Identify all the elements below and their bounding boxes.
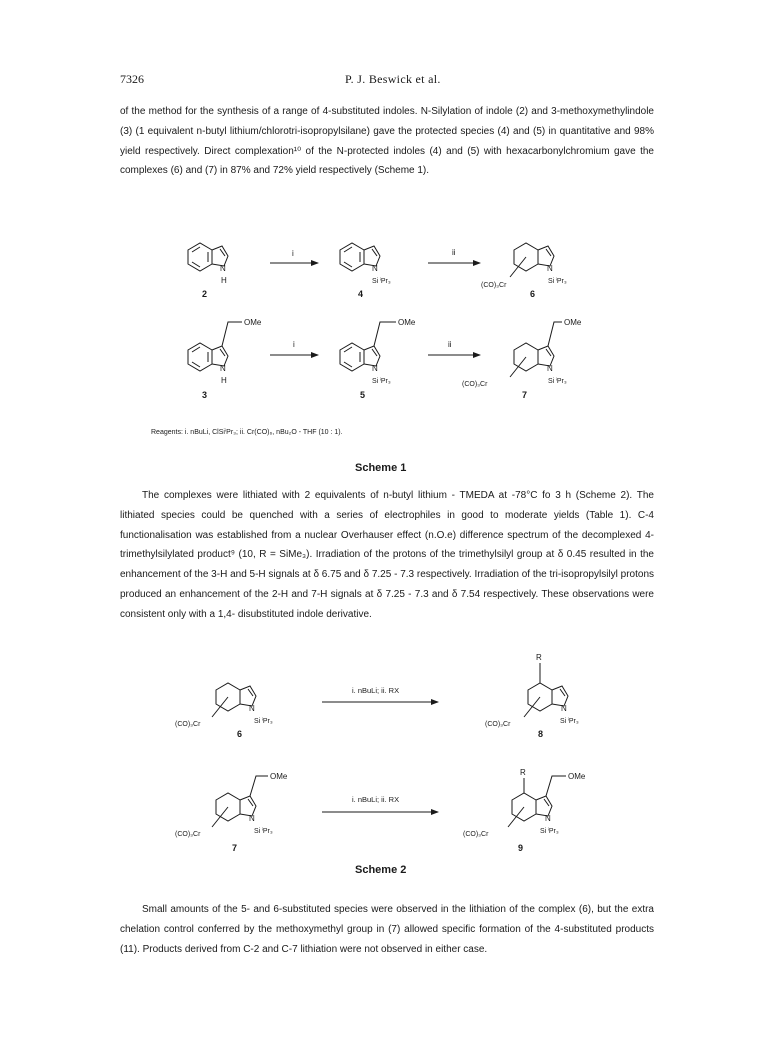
scheme2-label-6: 6 [237, 729, 243, 739]
arrow-label-i-1: i [292, 249, 294, 258]
label-4: 4 [358, 289, 364, 299]
si-group: Si ⁱPr₃ [254, 828, 273, 835]
si-group: Si ⁱPr₃ [548, 278, 567, 285]
atom-n: N [547, 264, 553, 273]
scheme2-arrow-label-1: i. nBuLi; ii. RX [352, 686, 400, 695]
label-6: 6 [530, 289, 536, 299]
atom-n: N [372, 364, 378, 373]
running-head-authors: P. J. Beswick et al. [345, 72, 441, 86]
scheme2-caption: Scheme 2 [355, 864, 407, 876]
cr-group: (CO)₃Cr [175, 831, 201, 838]
atom-n: N [249, 704, 255, 713]
si-group: Si ⁱPr₃ [372, 278, 391, 285]
atom-n: N [220, 264, 226, 273]
atom-n: N [372, 264, 378, 273]
ome-group: OMe [564, 318, 582, 327]
arrow-label-ii-1: ii [452, 248, 456, 257]
arrow-label-ii-2: ii [448, 340, 452, 349]
ome-group: OMe [270, 772, 288, 781]
si-group: Si ⁱPr₃ [540, 828, 559, 835]
page-number: 7326 [120, 72, 144, 86]
atom-n: N [545, 814, 551, 823]
scheme1-caption: Scheme 1 [355, 462, 407, 474]
label-9: 9 [518, 843, 524, 853]
scheme2-compound-7 [175, 772, 288, 838]
si-group: Si ⁱPr₃ [254, 718, 273, 725]
label-2: 2 [202, 289, 208, 299]
compound-8 [485, 653, 579, 728]
label-7: 7 [522, 390, 528, 400]
compound-5 [340, 318, 416, 385]
atom-n: N [249, 814, 255, 823]
ome-group: OMe [568, 772, 586, 781]
compound-9 [463, 768, 586, 838]
atom-n: N [547, 364, 553, 373]
label-5: 5 [360, 390, 366, 400]
compound-3 [188, 318, 262, 385]
cr-group: (CO)₃Cr [463, 831, 489, 838]
paragraph-substitution: Small amounts of the 5- and 6-substituted species were observed in the lithiation of the complex (6), but the extra chelation control conferred by the methoxymethyl group in (7) allowed specific formation of the 4-substituted products (11). Products derived from C-2 and C-7 lithiation were not observed in either case. [120, 904, 654, 955]
paragraph-intro: of the method for the synthesis of a range of 4-substituted indoles. N-Silylation of indole (2) and 3-methoxymethylindole (3) (1 equivalent n-butyl lithium/chlorotri-isopropylsilane) gave the protected species (4) and (5) in quantitative and 98% yield respectively. Direct complexation¹⁰ of the N-protected indoles (4) and (5) with hexacarbonylchromium gave the complexes (6) and (7) in 87% and 72% yield respectively (Scheme 1). [120, 106, 654, 177]
ome-group: OMe [398, 318, 416, 327]
atom-h: H [221, 376, 227, 385]
compound-6 [481, 243, 567, 289]
reagents-note: Reagents: i. nBuLi, ClSiⁱPr₃; ii. Cr(CO)₆, nBu₂O - THF (10 : 1). [151, 429, 343, 436]
scheme2-label-7: 7 [232, 843, 238, 853]
atom-n: N [220, 364, 226, 373]
si-group: Si ⁱPr₃ [372, 378, 391, 385]
cr-group: (CO)₃Cr [462, 381, 488, 388]
compound-7 [462, 318, 582, 388]
r-group: R [520, 768, 526, 777]
r-group: R [536, 653, 542, 662]
arrow-label-i-2: i [293, 340, 295, 349]
compound-2 [188, 243, 228, 285]
ome-group: OMe [244, 318, 262, 327]
atom-n: N [561, 704, 567, 713]
atom-h: H [221, 276, 227, 285]
si-group: Si ⁱPr₃ [560, 718, 579, 725]
label-3: 3 [202, 390, 208, 400]
cr-group: (CO)₃Cr [175, 721, 201, 728]
label-8: 8 [538, 729, 544, 739]
scheme2-arrow-label-2: i. nBuLi; ii. RX [352, 795, 400, 804]
si-group: Si ⁱPr₃ [548, 378, 567, 385]
paragraph-lithiation: The complexes were lithiated with 2 equivalents of n-butyl lithium - TMEDA at -78°C fo 3 h (Scheme 2). The lithiated species could be quenched with a series of electrophiles in good to moderate yields (Table 1). C-4 functionalisation was established from a nuclear Overhauser effect (n.O.e) difference spectrum of the decomplexed 4-trimethylsilylated product⁹ (10, R = SiMe₃). Irradiation of the protons of the trimethylsilyl group at δ 0.45 resulted in the enhancement of the 3-H and 5-H signals at δ 6.75 and δ 7.25 - 7.3 respectively. Irradiation of the tri-isopropylsilyl protons produced an enhancement of the 2-H and 7-H signals at δ 7.25 - 7.3 and δ 7.54 respectively. These observations were consistent only with a 1,4- disubstituted indole derivative. [120, 490, 655, 620]
cr-group: (CO)₃Cr [485, 721, 511, 728]
compound-4 [340, 243, 391, 285]
scheme2-compound-6 [175, 683, 273, 728]
cr-group: (CO)₃Cr [481, 282, 507, 289]
